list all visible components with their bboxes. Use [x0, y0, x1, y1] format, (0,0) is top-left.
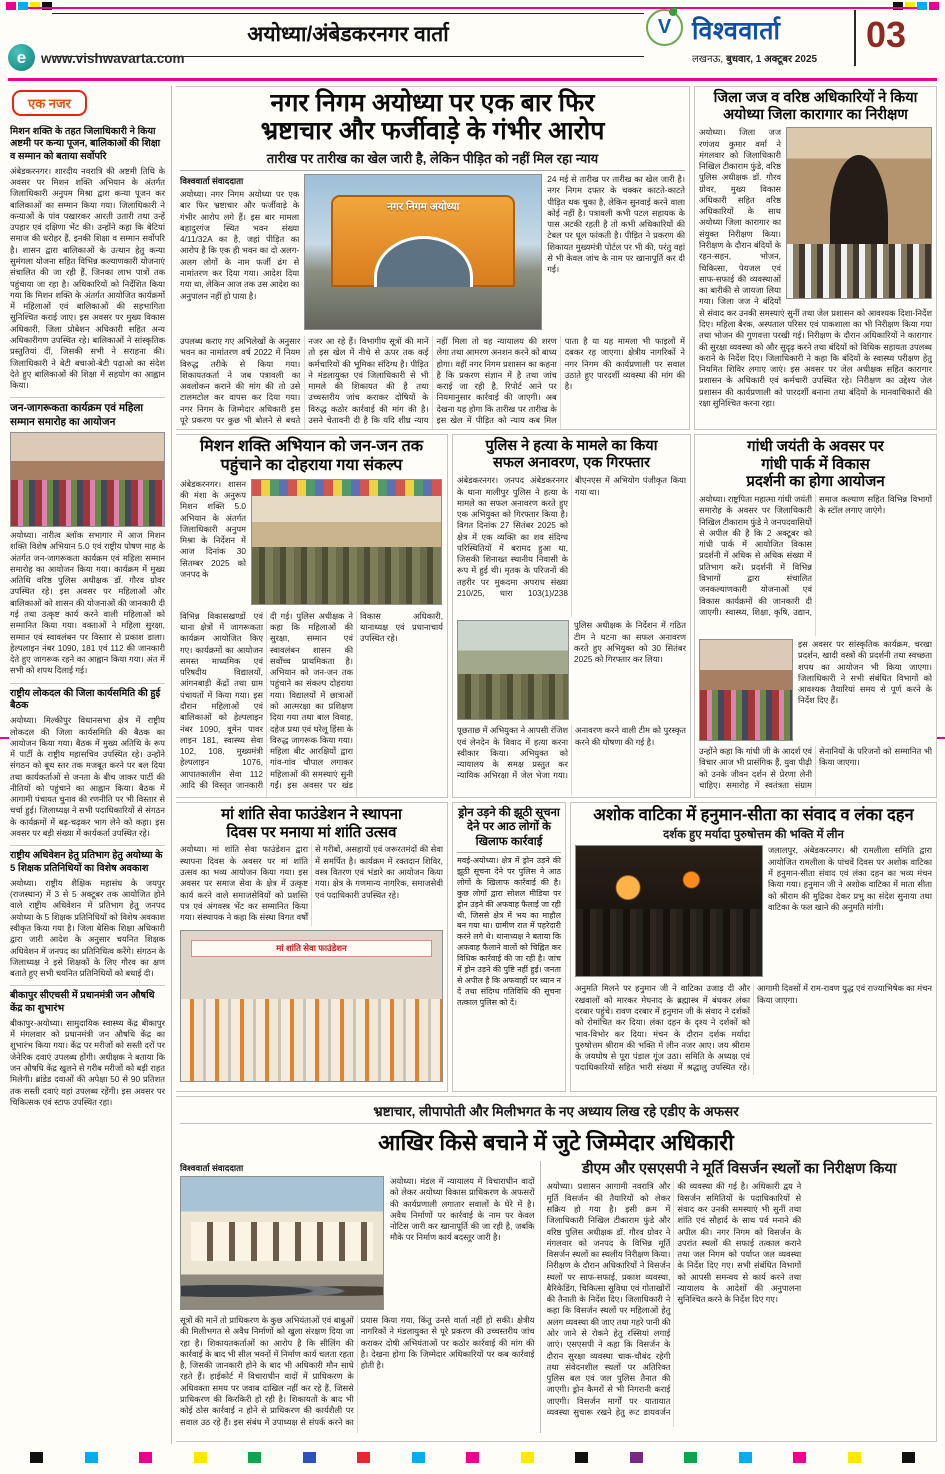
- color-square: [85, 1452, 98, 1463]
- main-subhead: तारीख पर तारीख का खेल जारी है, लेकिन पीड़ित को नहीं मिल रहा न्याय: [266, 151, 599, 166]
- color-square: [684, 1452, 697, 1463]
- brief1-title: मिशन शक्ति के तहत जिलाधिकारी ने किया अष्टमी पर कन्या पूजन, बालिकाओं की शिक्षा व सम्मान को बताया सर्वोपरि: [10, 126, 161, 162]
- crop-mark-right: [936, 737, 945, 739]
- ada-body-bottom: सूत्रों की मानें तो प्राधिकरण के कुछ अभियंताओं एवं बाबुओं की मिलीभगत से अवैध निर्माणों को खुला संरक्षण दिया जा रहा है। शिकायतकर्ताओं का आरोप है कि सीलिंग की कार्रवाई के बाद भी सील भवनों में निर्माण कार्य चलता रहता है, जिसकी जानकारी होने के बाद भी अधिकारी मौन साधे रहते हैं। हाईकोर्ट में विचाराधीन वादों में प्राधिकरण के अधिवक्ता समय पर जवाब दाखिल नहीं कर रहे हैं, जिससे प्राधिकरण की किरकिरी हो रही है। शिकायतों के बाद भी कोई ठोस कार्रवाई न होने से प्राधिकरण की कार्यशैली पर सवाल उठ रहे हैं। इस संबंध में उपाध्यक्ष से संपर्क करने का प्रयास किया गया, किंतु उनसे वार्ता नहीं हो सकी। क्षेत्रीय नागरिकों ने मंडलायुक्त से पूरे प्रकरण की उच्चस्तरीय जांच कराकर दोषी अभियंताओं पर कठोर कार्रवाई की मांग की है। देखना होगा कि जिम्मेदार अधिकारियों पर कब कार्रवाई होती है।: [180, 1315, 535, 1427]
- color-square: [303, 1452, 316, 1463]
- gate-name-label: नगर निगम अयोध्या: [387, 201, 460, 214]
- article-ada-officials: [180, 1161, 540, 1433]
- color-square: [902, 1452, 915, 1463]
- ada-body-side: अयोध्या। मंडल में न्यायालय में विचाराधीन वादों को लेकर अयोध्या विकास प्राधिकरण के अफसरों की कार्यप्रणाली लगातार सवालों के घेरे में है। अवैध निर्माणों पर कार्रवाई के नाम पर केवल नोटिस जारी कर खानापूर्ति की जा रही है, जबकि मौके पर निर्माण कार्य बदस्तूर जारी है।: [390, 1176, 535, 1243]
- divider: [10, 985, 165, 986]
- brief3-title: राष्ट्रीय लोकदल की जिला कार्यसमिति की हुई बैठक: [10, 687, 161, 711]
- mission-body: विभिन्न विकासखण्डों एवं थाना क्षेत्रों में जागरूकता कार्यक्रम आयोजित किए गए। कार्यक्रमों का आयोजन समस्त माध्यमिक एवं परिषदीय विद्यालयों, आंगनबाड़ी केंद्रों तथा ग्राम पंचायतों में किया गया। इस दौरान महिलाओं एवं बालिकाओं को हेल्पलाइन नंबर 1090, वूमेन पावर लाइन 181, स्वास्थ्य सेवा 102, 108, मुख्यमंत्री हेल्पलाइन 1076, आपातकालीन सेवा 112 आदि की विस्तृत जानकारी दी गई। पुलिस अधीक्षक ने कहा कि महिलाओं की सुरक्षा, सम्मान एवं स्वावलंबन शासन की सर्वोच्च प्राथमिकता है। अभियान को जन-जन तक पहुंचाने का संकल्प दोहराया गया। विद्यालयों में छात्राओं को आत्मरक्षा का प्रशिक्षण दिया गया तथा बाल विवाह, दहेज प्रथा एवं घरेलू हिंसा के विरुद्ध जागरूक किया गया। महिला बीट आरक्षियों द्वारा गांव-गांव चौपाल लगाकर महिलाओं की समस्याएं सुनी गईं। इस अवसर पर खंड विकास अधिकारी, थानाध्यक्ष एवं प्रधानाचार्य उपस्थित रहे।: [180, 610, 443, 790]
- ada-kicker-banner: भ्रष्टाचार, लीपापोती और मिलीभगत के नए अध्याय लिख रहे एडीए के अफसर: [180, 1100, 932, 1124]
- color-square: [917, 2, 927, 10]
- color-square: [248, 1452, 261, 1463]
- article-mission-shakti: [176, 434, 448, 798]
- gandhi-headline-line3: प्रदर्शनी का होगा आयोजन: [746, 473, 885, 491]
- mission-intro: अंबेडकरनगर। शासन की मंशा के अनुरूप मिशन शक्ति 5.0 अभियान के अंतर्गत जिलाधिकारी अनुपम मिश्रा के निर्देशन में आज दिनांक 30 सितम्बर 2025 को जनपद के: [180, 478, 246, 579]
- mission-top-row: [180, 479, 443, 607]
- ashok-photo-row: [575, 845, 932, 979]
- color-square: [6, 2, 16, 10]
- article-ashok-vatika-ramleela: [570, 802, 937, 1092]
- dm-headline: डीएम और एसएसपी ने मूर्ति विसर्जन स्थलों का निरीक्षण किया: [581, 1161, 897, 1177]
- ashok-headline: अशोक वाटिका में हनुमान-सीता का संवाद व लंका दहन: [593, 806, 914, 824]
- site-logo-icon: [8, 44, 35, 71]
- photo-officials-group: [699, 639, 793, 741]
- police-photo-row: [457, 620, 686, 722]
- color-square: [739, 1452, 752, 1463]
- site-url: www.vishwavarta.com: [41, 51, 185, 66]
- brief3-body: अयोध्या। मिल्कीपुर विधानसभा क्षेत्र में राष्ट्रीय लोकदल की जिला कार्यसमिति की बैठक का आयोजन किया गया। बैठक में मुख्य अतिथि के रूप में पार्टी के राष्ट्रीय महासचिव उपस्थित रहे। उन्होंने संगठन को बूथ स्तर तक मजबूत करने पर बल दिया तथा कार्यकर्ताओं से जनता के बीच जाकर पार्टी की नीतियों को पहुंचाने का आह्वान किया। बैठक में आगामी पंचायत चुनाव की रणनीति पर भी विस्तार से चर्चा हुई। जिलाध्यक्ष ने सभी पदाधिकारियों से संगठन के कार्यक्रमों में बढ़-चढ़कर भाग लेने को कहा। इस अवसर पर बड़ी संख्या में कार्यकर्ता उपस्थित रहे।: [10, 715, 165, 839]
- divider: [180, 170, 685, 171]
- photo-ramlila-crowd: [575, 845, 763, 977]
- color-square: [521, 1452, 534, 1463]
- bottom-section: [176, 1096, 937, 1442]
- police-body-top: अंबेडकरनगर। जनपद अंबेडकरनगर के थाना मालीपुर पुलिस ने हत्या के मामले का सफल अनावरण करते हुए एक अभियुक्त को गिरफ्तार किया है। विगत दिनांक 27 सितंबर 2025 को क्षेत्र में एक व्यक्ति का शव संदिग्ध परिस्थितियों में बरामद हुआ था, जिसकी शिनाख्त स्थानीय निवासी के रूप में हुई थी। मृतक के परिजनों की तहरीर पर मुकदमा अपराध संख्या 210/25, धारा 103(1)/238 बीएनएस में अभियोग पंजीकृत किया गया था।: [457, 475, 686, 599]
- police-body-bottom: पूछताछ में अभियुक्त ने आपसी रंजिश एवं लेनदेन के विवाद में हत्या करना स्वीकार किया। अभियुक्त को न्यायालय के समक्ष प्रस्तुत कर न्यायिक अभिरक्षा में जेल भेजा गया। अनावरण करने वाली टीम को पुरस्कृत करने की घोषणा की गई है।: [457, 725, 686, 781]
- article-drone-rumour-action: [452, 802, 566, 1092]
- main-story-columns: [180, 174, 685, 332]
- article-gandhi-jayanti-exhibition: [694, 434, 937, 798]
- site-logo-glyph: e: [16, 47, 27, 67]
- shanti-headline: [180, 806, 443, 841]
- mission-headline: [180, 438, 443, 476]
- ashok-subhead: दर्शक हुए मर्यादा पुरुषोत्तम की भक्ति में लीन: [663, 829, 844, 842]
- brief5-title: बीकापुर सीएचसी में प्रधानमंत्री जन औषधि केंद्र का शुभारंभ: [10, 990, 155, 1014]
- police-headline: [457, 438, 686, 472]
- brief2-body: अयोध्या। नारीत्व ब्लॉक सभागार में आज मिशन शक्ति विशेष अभियान 5.0 एवं राष्ट्रीय पोषण माह के अंतर्गत जन-जागरूकता कार्यक्रम एवं महिला सम्मान समारोह का आयोजन किया गया। कार्यक्रम में मुख्य अतिथि वरिष्ठ पुलिस अधीक्षक डॉ. गौरव ग्रोवर उपस्थित रहे। इस अवसर पर महिलाओं और बालिकाओं को शासन की योजनाओं की जानकारी दी गई तथा उत्कृष्ट कार्य करने वाली महिलाओं को सम्मानित किया गया। वक्ताओं ने महिला सुरक्षा, सम्मान एवं स्वावलंबन पर विस्तार से प्रकाश डाला। हेल्पलाइन नंबर 1090, 181 एवं 112 की जानकारी देते हुए जागरूक रहने का आह्वान किया गया। अंत में सभी को शपथ दिलाई गई।: [10, 530, 165, 676]
- gandhi-body-bottom: उन्होंने कहा कि गांधी जी के आदर्श एवं विचार आज भी प्रासंगिक हैं, युवा पीढ़ी को उनके जीवन दर्शन से प्रेरणा लेनी चाहिए। समारोह में स्वतंत्रता संग्राम सेनानियों के परिजनों को सम्मानित भी किया जाएगा।: [699, 746, 932, 790]
- ada-headline: आखिर किसे बचाने में जुटे जिम्मेदार अधिकारी: [378, 1130, 734, 1155]
- police-headline-line2: सफल अनावरण, एक गिरफ्तार: [492, 455, 651, 472]
- gandhi-headline: [699, 438, 932, 491]
- bottom-columns-row: [180, 1161, 932, 1433]
- color-square: [412, 1452, 425, 1463]
- top-border-line: [28, 7, 917, 9]
- edition-date: बुधवार, 1 अक्टूबर 2025: [726, 54, 818, 65]
- brief2-title: जन-जागरूकता कार्यक्रम एवं महिला सम्मान समारोह का आयोजन: [10, 403, 144, 428]
- gandhi-body-side: इस अवसर पर सांस्कृतिक कार्यक्रम, चरखा प्रदर्शन, खादी वस्त्रों की प्रदर्शनी तथा स्वच्छता शपथ का आयोजन भी किया जाएगा। जिलाधिकारी ने सभी संबंधित विभागों को आवश्यक तैयारियां समय से पूर्ण करने के निर्देश दिए हैं।: [798, 639, 932, 706]
- main-headline-line1: नगर निगम अयोध्या पर एक बार फिर: [270, 89, 595, 117]
- divider: [10, 683, 165, 684]
- divider: [10, 845, 165, 846]
- sidebar-ek-nazar: [8, 86, 172, 1444]
- shanti-body: अयोध्या। मां शांति सेवा फाउंडेशन द्वारा स्थापना दिवस के अवसर पर मां शांति उत्सव का भव्य आयोजन किया गया। इस अवसर पर समाज सेवा के क्षेत्र में उत्कृष्ट कार्य करने वाले समाजसेवियों को प्रशस्ति पत्र एवं अंगवस्त्र भेंट कर सम्मानित किया गया। संस्थापक ने कहा कि संस्था विगत वर्षों से गरीबों, असहायों एवं जरूरतमंदों की सेवा में समर्पित है। कार्यक्रम में रक्तदान शिविर, वस्त्र वितरण एवं भंडारे का आयोजन किया गया। क्षेत्र के गणमान्य नागरिक, समाजसेवी एवं पदाधिकारी उपस्थित रहे।: [180, 844, 443, 923]
- brand-logo-icon: [646, 9, 683, 46]
- color-square: [630, 1452, 643, 1463]
- police-headline-line1: पुलिस ने हत्या के मामले का किया: [485, 438, 658, 454]
- photo-mission-shakti-event: [251, 479, 442, 605]
- gandhi-photo-row: [699, 639, 932, 743]
- dm-body: अयोध्या। प्रशासन आगामी नवरात्रि और मूर्ति विसर्जन की तैयारियों को लेकर सक्रिय हो गया है। इसी क्रम में जिलाधिकारी निखिल टीकाराम फुंडे और वरिष्ठ पुलिस अधीक्षक डॉ. गौरव ग्रोवर ने मंगलवार को जनपद के विभिन्न मूर्ति विसर्जन स्थलों का स्थलीय निरीक्षण किया। निरीक्षण के दौरान अधिकारियों ने विसर्जन स्थलों पर साफ-सफाई, प्रकाश व्यवस्था, बैरिकेडिंग, चिकित्सा सुविधा एवं गोताखोरों की तैनाती के निर्देश दिए। जिलाधिकारी ने कहा कि विसर्जन स्थलों पर महिलाओं हेतु अलग व्यवस्था की जाए तथा गहरे पानी की ओर जाने से रोकने हेतु रस्सियां लगाई जाएं। एसएसपी ने कहा कि विसर्जन के दौरान सुरक्षा व्यवस्था चाक-चौबंद रहेगी तथा संवेदनशील स्थलों पर अतिरिक्त पुलिस बल एवं जल पुलिस तैनात की जाएगी। ड्रोन कैमरों से भी निगरानी कराई जाएगी। विसर्जन मार्गों पर यातायात व्यवस्था सुचारू रखने हेतु रूट डायवर्जन की व्यवस्था की गई है। अधिकारी द्वय ने विसर्जन समितियों के पदाधिकारियों से संवाद कर उनकी समस्याएं भी सुनीं तथा शांति एवं सौहार्द के साथ पर्व मनाने की अपील की। नगर निगम को विसर्जन के उपरांत स्थलों की सफाई तत्काल कराने तथा जल निगम को पर्याप्त जल व्यवस्था के निर्देश दिए गए। सभी संबंधित विभागों को आपसी समन्वय से कार्य करने तथा न्यायालय के आदेशों की अनुपालना सुनिश्चित करने के निर्देश दिए गए।: [546, 1181, 802, 1418]
- color-square: [18, 2, 28, 10]
- article-jail-inspection: [694, 86, 937, 430]
- brief4-title: राष्ट्रीय अधिवेशन हेतु प्रतिभाग हेतु अयोध्या के 5 शिक्षक प्रतिनिधियों का विशेष अवकाश: [10, 850, 163, 874]
- main-left-column: [180, 174, 299, 332]
- shanti-photo-banner: मां शांति सेवा फाउंडेशन: [191, 940, 431, 957]
- registration-marks-bottom: [30, 1452, 915, 1463]
- color-square: [357, 1452, 370, 1463]
- edition-city: लखनऊ,: [692, 54, 724, 65]
- color-square: [575, 1452, 588, 1463]
- photo-shanti-foundation-event: [180, 930, 443, 1082]
- photo-nagar-nigam-gate: [304, 174, 542, 330]
- main-col-right-text: 24 मई से तारीख पर तारीख का खेल जारी है। नगर निगम दफ्तर के चक्कर काटते-काटते पीड़ित थक चुका है, लेकिन सुनवाई करने वाला कोई नहीं है। पत्रावली कभी पटल सहायक के पास अटकी रहती है तो कभी अधिकारियों की टेबल पर धूल फांकती है। पीड़ित ने प्रकरण की शिकायत मुख्यमंत्री पोर्टल पर भी की, परंतु वहां से भी केवल जांच के नाम पर खानापूर्ति कर दी गई।: [547, 174, 685, 275]
- color-square: [194, 1452, 207, 1463]
- ashok-body-bottom: अनुमति मिलने पर हनुमान जी ने वाटिका उजाड़ दी और रखवालों को मारकर मेघनाद के ब्रह्मास्त्र में बंधकर लंका दरबार पहुंचे। रावण दरबार में हनुमान जी के संवाद ने दर्शकों को रोमांचित कर दिया। लंका दहन के दृश्य ने दर्शकों को भाव-विभोर कर दिया। मंचन के दौरान दर्शक मर्यादा पुरुषोत्तम श्रीराम की भक्ति में लीन नजर आए। जय श्रीराम के जयघोष से पूरा पंडाल गूंज उठा। समिति के अध्यक्ष एवं पदाधिकारियों सहित भारी संख्या में श्रद्धालु उपस्थित रहे। आगामी दिवसों में राम-रावण युद्ध एवं राज्याभिषेक का मंचन किया जाएगा।: [575, 983, 932, 1073]
- article-nagar-nigam-corruption: [176, 86, 690, 430]
- color-square: [793, 1452, 806, 1463]
- ada-photo-row: [180, 1176, 535, 1312]
- gate-opening: [374, 236, 473, 288]
- jail-headline-line1: जिला जज व वरिष्ठ अधिकारियों ने किया: [713, 90, 918, 106]
- ada-byline: विश्ववार्ता संवाददाता: [180, 1163, 244, 1173]
- brand-initial: V: [657, 16, 672, 38]
- ek-nazar-header: एक नजर: [12, 90, 87, 116]
- page-number: 03: [866, 14, 907, 55]
- color-square: [929, 2, 939, 10]
- brief1-body: अंबेडकरनगर। शारदीय नवरात्रि की अष्टमी तिथि के अवसर पर मिशन शक्ति अभियान के अंतर्गत जिलाधिकारी अनुपम मिश्रा द्वारा कन्या पूजन कर बालिकाओं का सम्मान किया गया। जिलाधिकारी ने कन्याओं के पांव पखारकर आरती उतारी तथा उन्हें उपहार एवं दक्षिणा भेंट की। उन्होंने कहा कि बेटियां समाज की धरोहर हैं, इनकी शिक्षा व सम्मान सर्वोपरि है। शासन द्वारा बालिकाओं के उत्थान हेतु कन्या सुमंगला योजना सहित विभिन्न कल्याणकारी योजनाएं संचालित की जा रही हैं, जिनका लाभ पात्रों तक पहुंचाया जा रहा है। अधिकारियों को निर्देशित किया गया कि मिशन शक्ति के अंतर्गत आयोजित कार्यक्रमों में महिलाओं एवं बालिकाओं की सहभागिता सुनिश्चित कराई जाए। इस अवसर पर मुख्य विकास अधिकारी, जिला प्रोबेशन अधिकारी सहित अन्य अधिकारीगण उपस्थित रहे। बालिकाओं ने सांस्कृतिक प्रस्तुतियां दीं, जिसकी सभी ने सराहना की। जिलाधिकारी ने बेटी बचाओ-बेटी पढ़ाओ का संदेश देते हुए बालिकाओं की शिक्षा में सहयोग का आह्वान किया।: [10, 165, 165, 391]
- color-square: [30, 1452, 43, 1463]
- drone-body: मवई-अयोध्या। क्षेत्र में ड्रोन उड़ने की झूठी सूचना देने पर पुलिस ने आठ लोगों के खिलाफ कार्रवाई की है। कुछ लोगों द्वारा सोशल मीडिया पर ड्रोन उड़ने की अफवाह फैलाई जा रही थी, जिससे क्षेत्र में भय का माहौल बन गया था। ग्रामीण रात में पहरेदारी करने लगे थे। थानाध्यक्ष ने बताया कि अफवाह फैलाने वालों को चिह्नित कर विधिक कार्रवाई की जा रही है। जांच में ड्रोन उड़ने की पुष्टि नहीं हुई। जनता से अपील है कि अफवाहों पर ध्यान न दें तथा संदिग्ध गतिविधि की सूचना तत्काल पुलिस को दें।: [457, 856, 561, 1007]
- jail-body: [699, 127, 932, 425]
- jail-headline-line2: अयोध्या जिला कारागार का निरीक्षण: [723, 107, 908, 124]
- main-body-bottom: उपलब्ध कराए गए अभिलेखों के अनुसार भवन का नामांतरण वर्ष 2022 में नियम विरुद्ध तरीके से किया गया। शिकायतकर्ता ने जब पत्रावली का अवलोकन कराने की मांग की तो उसे टालमटोल कर वापस कर दिया गया। नगर निगम के जिम्मेदार अधिकारी इस पूरे प्रकरण पर कुछ भी बोलने से बचते नजर आ रहे हैं। विभागीय सूत्रों की मानें तो इस खेल में नीचे से ऊपर तक कई कर्मचारियों की भूमिका संदिग्ध है। पीड़ित ने मंडलायुक्त एवं जिलाधिकारी से भी मामले की शिकायत की है तथा उच्चस्तरीय जांच कराकर दोषियों के विरुद्ध कठोर कार्रवाई की मांग की है। उसने चेतावनी दी है कि यदि शीघ्र न्याय नहीं मिला तो वह न्यायालय की शरण लेगा तथा आमरण अनशन करने को बाध्य होगा। वहीं नगर निगम प्रशासन का कहना है कि प्रकरण संज्ञान में है तथा जांच कराई जा रही है, रिपोर्ट आने पर नियमानुसार कार्रवाई की जाएगी। अब देखना यह होगा कि तारीख पर तारीख के इस खेल में पीड़ित को न्याय कब मिल पाता है या यह मामला भी फाइलों में दबकर रह जाएगा। क्षेत्रीय नागरिकों ने नगर निगम की कार्यप्रणाली पर सवाल उठाते हुए पारदर्शी व्यवस्था की मांग की है।: [180, 336, 685, 425]
- section-title: अयोध्या/अंबेडकरनगर वार्ता: [247, 23, 449, 46]
- header-divider: [854, 10, 856, 66]
- color-square: [466, 1452, 479, 1463]
- main-col-left-text: अयोध्या। नगर निगम अयोध्या पर एक बार फिर भ्रष्टाचार और फर्जीवाड़े के गंभीर आरोप लगे हैं। इस बार मामला बहादुरगंज स्थित भवन संख्या 4/11/32A का है, जहां पीड़ित का आरोप है कि एक ही भवन का दो अलग-अलग लोगों के नाम फर्जी ढंग से नामांतरण कर दिया गया। आदेश दिया गया था, लेकिन आज तक उस आदेश का अनुपालन नहीं हो पाया है।: [180, 189, 300, 301]
- brand-name: विश्ववार्ता: [692, 17, 781, 45]
- masthead-rule: [8, 78, 937, 81]
- brief4-body: अयोध्या। राष्ट्रीय शैक्षिक महासंघ के जयपुर (राजस्थान) में 3 से 5 अक्टूबर तक आयोजित होने वाले राष्ट्रीय अधिवेशन में प्रतिभाग हेतु जनपद अयोध्या के 5 शिक्षक प्रतिनिधियों को विशेष अवकाश स्वीकृत किया गया है। जिला बेसिक शिक्षा अधिकारी द्वारा जारी आदेश के अनुसार चयनित शिक्षक अधिवेशन में जनपद का प्रतिनिधित्व करेंगे। संगठन के जिलाध्यक्ष ने इसे शिक्षकों के लिए गौरव का क्षण बताते हुए सभी चयनित प्रतिनिधियों को बधाई दी।: [10, 877, 165, 979]
- shanti-headline-line1: मां शांति सेवा फाउंडेशन ने स्थापना: [221, 806, 402, 823]
- brief5-body: बीकापुर-अयोध्या। सामुदायिक स्वास्थ्य केंद्र बीकापुर में मंगलवार को प्रधानमंत्री जन औषधि केंद्र का शुभारंभ किया गया। केंद्र पर मरीजों को सस्ती दरों पर जेनेरिक दवाएं उपलब्ध होंगी। अधीक्षक ने बताया कि जन औषधि केंद्र खुलने से गरीब मरीजों को बड़ी राहत मिलेगी। ब्रांडेड दवाओं की अपेक्षा 50 से 90 प्रतिशत तक सस्ती दवाएं यहां उपलब्ध रहेंगी। इस अवसर पर चिकित्सक एवं स्टाफ उपस्थित रहा।: [10, 1017, 165, 1107]
- main-headline-line2: भ्रष्टाचार और फर्जीवाड़े के गंभीर आरोप: [260, 116, 605, 145]
- divider: [457, 852, 561, 853]
- ashok-body-side: जलालपुर, अंबेडकरनगर। श्री रामलीला समिति द्वारा आयोजित रामलीला के पांचवें दिवस पर अशोक वाटिका में हनुमान-सीता संवाद एवं लंका दहन का भव्य मंचन किया गया। हनुमान जी ने अशोक वाटिका में माता सीता को श्रीराम की मुद्रिका देकर प्रभु का संदेश सुनाया तथा वाटिका के फल खाने की अनुमति मांगी।: [768, 845, 932, 912]
- drone-headline: ड्रोन उड़ने की झूठी सूचना देने पर आठ लोगों के खिलाफ कार्रवाई: [458, 807, 560, 848]
- mission-headline-line2: पहुंचाने का दोहराया गया संकल्प: [220, 456, 403, 474]
- photo-police-team: [457, 620, 569, 720]
- divider: [10, 397, 165, 398]
- jail-body-text: अयोध्या। जिला जज रणंजय कुमार वर्मा ने मंगलवार को जिलाधिकारी निखिल टीकाराम फुंडे, वरिष्ठ पुलिस अधीक्षक डॉ. गौरव ग्रोवर, मुख्य विकास अधिकारी सहित वरिष्ठ अधिकारियों के साथ अयोध्या जिला कारागार का संयुक्त निरीक्षण किया। निरीक्षण के दौरान बंदियों के रहन-सहन, भोजन, चिकित्सा, पेयजल एवं साफ-सफाई की व्यवस्थाओं का बारीकी से जायजा लिया गया। जिला जज ने बंदियों से संवाद कर उनकी समस्याएं सुनीं तथा जेल प्रशासन को आवश्यक दिशा-निर्देश दिए। महिला बैरक, अस्पताल परिसर एवं पाकशाला का भी निरीक्षण किया गया तथा भोजन की गुणवत्ता परखी गई। निरीक्षण के दौरान अधिकारियों ने कारागार की सुरक्षा व्यवस्था को और सुदृढ़ करने तथा बंदियों को विधिक सहायता उपलब्ध कराने के निर्देश दिए। जिलाधिकारी ने कहा कि बंदियों के स्वास्थ्य परीक्षण हेतु नियमित शिविर लगाए जाएं। इस अवसर पर जेल अधीक्षक सहित कारागार प्रशासन के अधिकारी एवं कर्मचारी उपस्थित रहे। निरीक्षण का उद्देश्य जेल प्रशासन की कार्यप्रणाली को पारदर्शी बनाना तथा बंदियों के मानवाधिकारों की रक्षा सुनिश्चित करना रहा।: [699, 127, 932, 408]
- color-square: [848, 1452, 861, 1463]
- mission-headline-line1: मिशन शक्ति अभियान को जन-जन तक: [199, 438, 423, 455]
- gandhi-headline-line2: गांधी पार्क में विकास: [761, 455, 870, 473]
- color-square: [139, 1452, 152, 1463]
- shanti-headline-line2: दिवस पर मनाया मां शांति उत्सव: [226, 823, 397, 841]
- photo-mahila-sammaan-event: [10, 432, 165, 527]
- article-murder-case-solved: [452, 434, 691, 798]
- jail-headline: [699, 90, 932, 124]
- police-body-side: पुलिस अधीक्षक के निर्देशन में गठित टीम ने घटना का सफल अनावरण करते हुए अभियुक्त को 30 सितंबर 2025 को गिरफ्तार कर लिया।: [574, 620, 686, 665]
- article-dm-ssp-inspection: [540, 1161, 932, 1433]
- gandhi-body-top: अयोध्या। राष्ट्रपिता महात्मा गांधी जयंती समारोह के अवसर पर जिलाधिकारी निखिल टीकाराम फुंडे ने जनपदवासियों से अपील की है कि 2 अक्टूबर को गांधी पार्क में आयोजित विकास प्रदर्शनी में अधिक से अधिक संख्या में प्रतिभाग करें। प्रदर्शनी में विभिन्न विभागों द्वारा संचालित जनकल्याणकारी योजनाओं एवं विकास कार्यक्रमों की जानकारी दी जाएगी। स्वास्थ्य, शिक्षा, कृषि, उद्यान, समाज कल्याण सहित विभिन्न विभागों के स्टॉल लगाए जाएंगे।: [699, 494, 932, 617]
- main-byline: विश्ववार्ता संवाददाता: [180, 176, 244, 186]
- gandhi-headline-line1: गांधी जयंती के अवसर पर: [747, 438, 884, 455]
- edition-line: [692, 51, 817, 65]
- gate-arch: [331, 195, 515, 287]
- article-shanti-foundation: [176, 802, 448, 1092]
- photo-jail-inspection: [786, 127, 932, 299]
- photo-ada-building: [180, 1176, 384, 1310]
